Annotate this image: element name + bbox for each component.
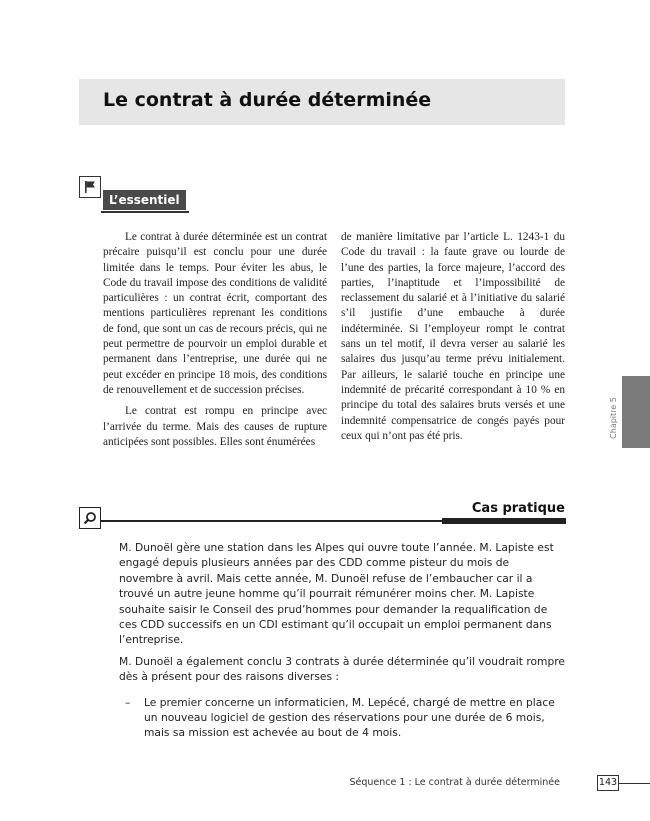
page-number-rule [619, 783, 650, 784]
bullet-dash: – [125, 695, 131, 709]
chapter-label: Chapitre 5 [608, 397, 618, 439]
list-item [119, 695, 565, 741]
essentiel-rule [101, 211, 189, 213]
essentiel-heading: L’essentiel [103, 190, 186, 210]
cas-paragraph-2: M. Dunoël a également conclu 3 contrats à durée déterminée qu’il voudrait rompre dès à présent pour des raisons diverses : [119, 654, 565, 684]
right-paragraph-1: de manière limitative par l’article L. 1243-1 du Code du travail : la faute grave ou lourde de l’une des parties, la force majeure, l’accord des parties, l’inaptitude et l’impossibilité de reclassement du salarié et à l’initiative du salarié s’il justifie d’une embauche à durée indéterminée. Si l’employeur rompt le contrat sans un tel motif, il devra verser au salarié les salaires dus jusqu’au terme prévu initialement. Par ailleurs, le salarié touche en principe une indemnité de précarité correspondant à 10 % en principe du total des salaires bruts versés et une indemnité compensatrice de congés payés pour ceux qui n’ont pas été pris. [341, 231, 565, 442]
magnifier-icon [79, 507, 101, 529]
flag-icon [79, 176, 101, 198]
footer-sequence: Séquence 1 : Le contrat à durée déterminée [349, 777, 560, 788]
cas-pratique-body [119, 540, 565, 741]
left-paragraph-1: Le contrat à durée déterminée est un contrat précaire puisqu’il est conclu pour une durée limitée dans le temps. Pour éviter les abus, le Code du travail impose des conditions de validité particulières : un contrat écrit, comportant des mentions particulières reprenant les conditions de fond, que sont un cas de recours précis, qui ne peut permettre de pourvoir un emploi durable et permanent dans l’entreprise, une durée qui ne peut excéder en principe 18 mois, des conditions de renouvellement et de succession précises. [103, 231, 327, 396]
bullet-text: Le premier concerne un informaticien, M. Lepécé, chargé de mettre en place un nouveau logiciel de gestion des réservations pour une durée de 6 mois, mais sa mission est achevée au bout de 4 mois. [144, 695, 555, 740]
left-column [103, 230, 327, 456]
page-title: Le contrat à durée déterminée [103, 89, 432, 111]
cas-paragraph-1: M. Dunoël gère une station dans les Alpes qui ouvre toute l’année. M. Lapiste est engagé depuis plusieurs années par des CDD comme pisteur du mois de novembre à avril. Mais cette année, M. Dunoël refuse de l’embaucher car il a trouvé un autre jeune homme qu’il pourrait rémunérer moins cher. M. Lapiste souhaite saisir le Conseil des prud’hommes pour demander la requalification de ces CDD successifs en un CDI estimant qu’il occupait un emploi permanent dans l’entreprise. [119, 541, 554, 647]
left-paragraph-2: Le contrat est rompu en principe avec l’arrivée du terme. Mais des causes de rupture anticipées sont possibles. Elles sont énumérées [103, 405, 327, 448]
page-number: 143 [597, 775, 619, 791]
right-column [341, 230, 565, 450]
title-band [79, 79, 565, 125]
cas-pratique-bar [442, 518, 566, 524]
cas-pratique-title: Cas pratique [471, 501, 565, 516]
